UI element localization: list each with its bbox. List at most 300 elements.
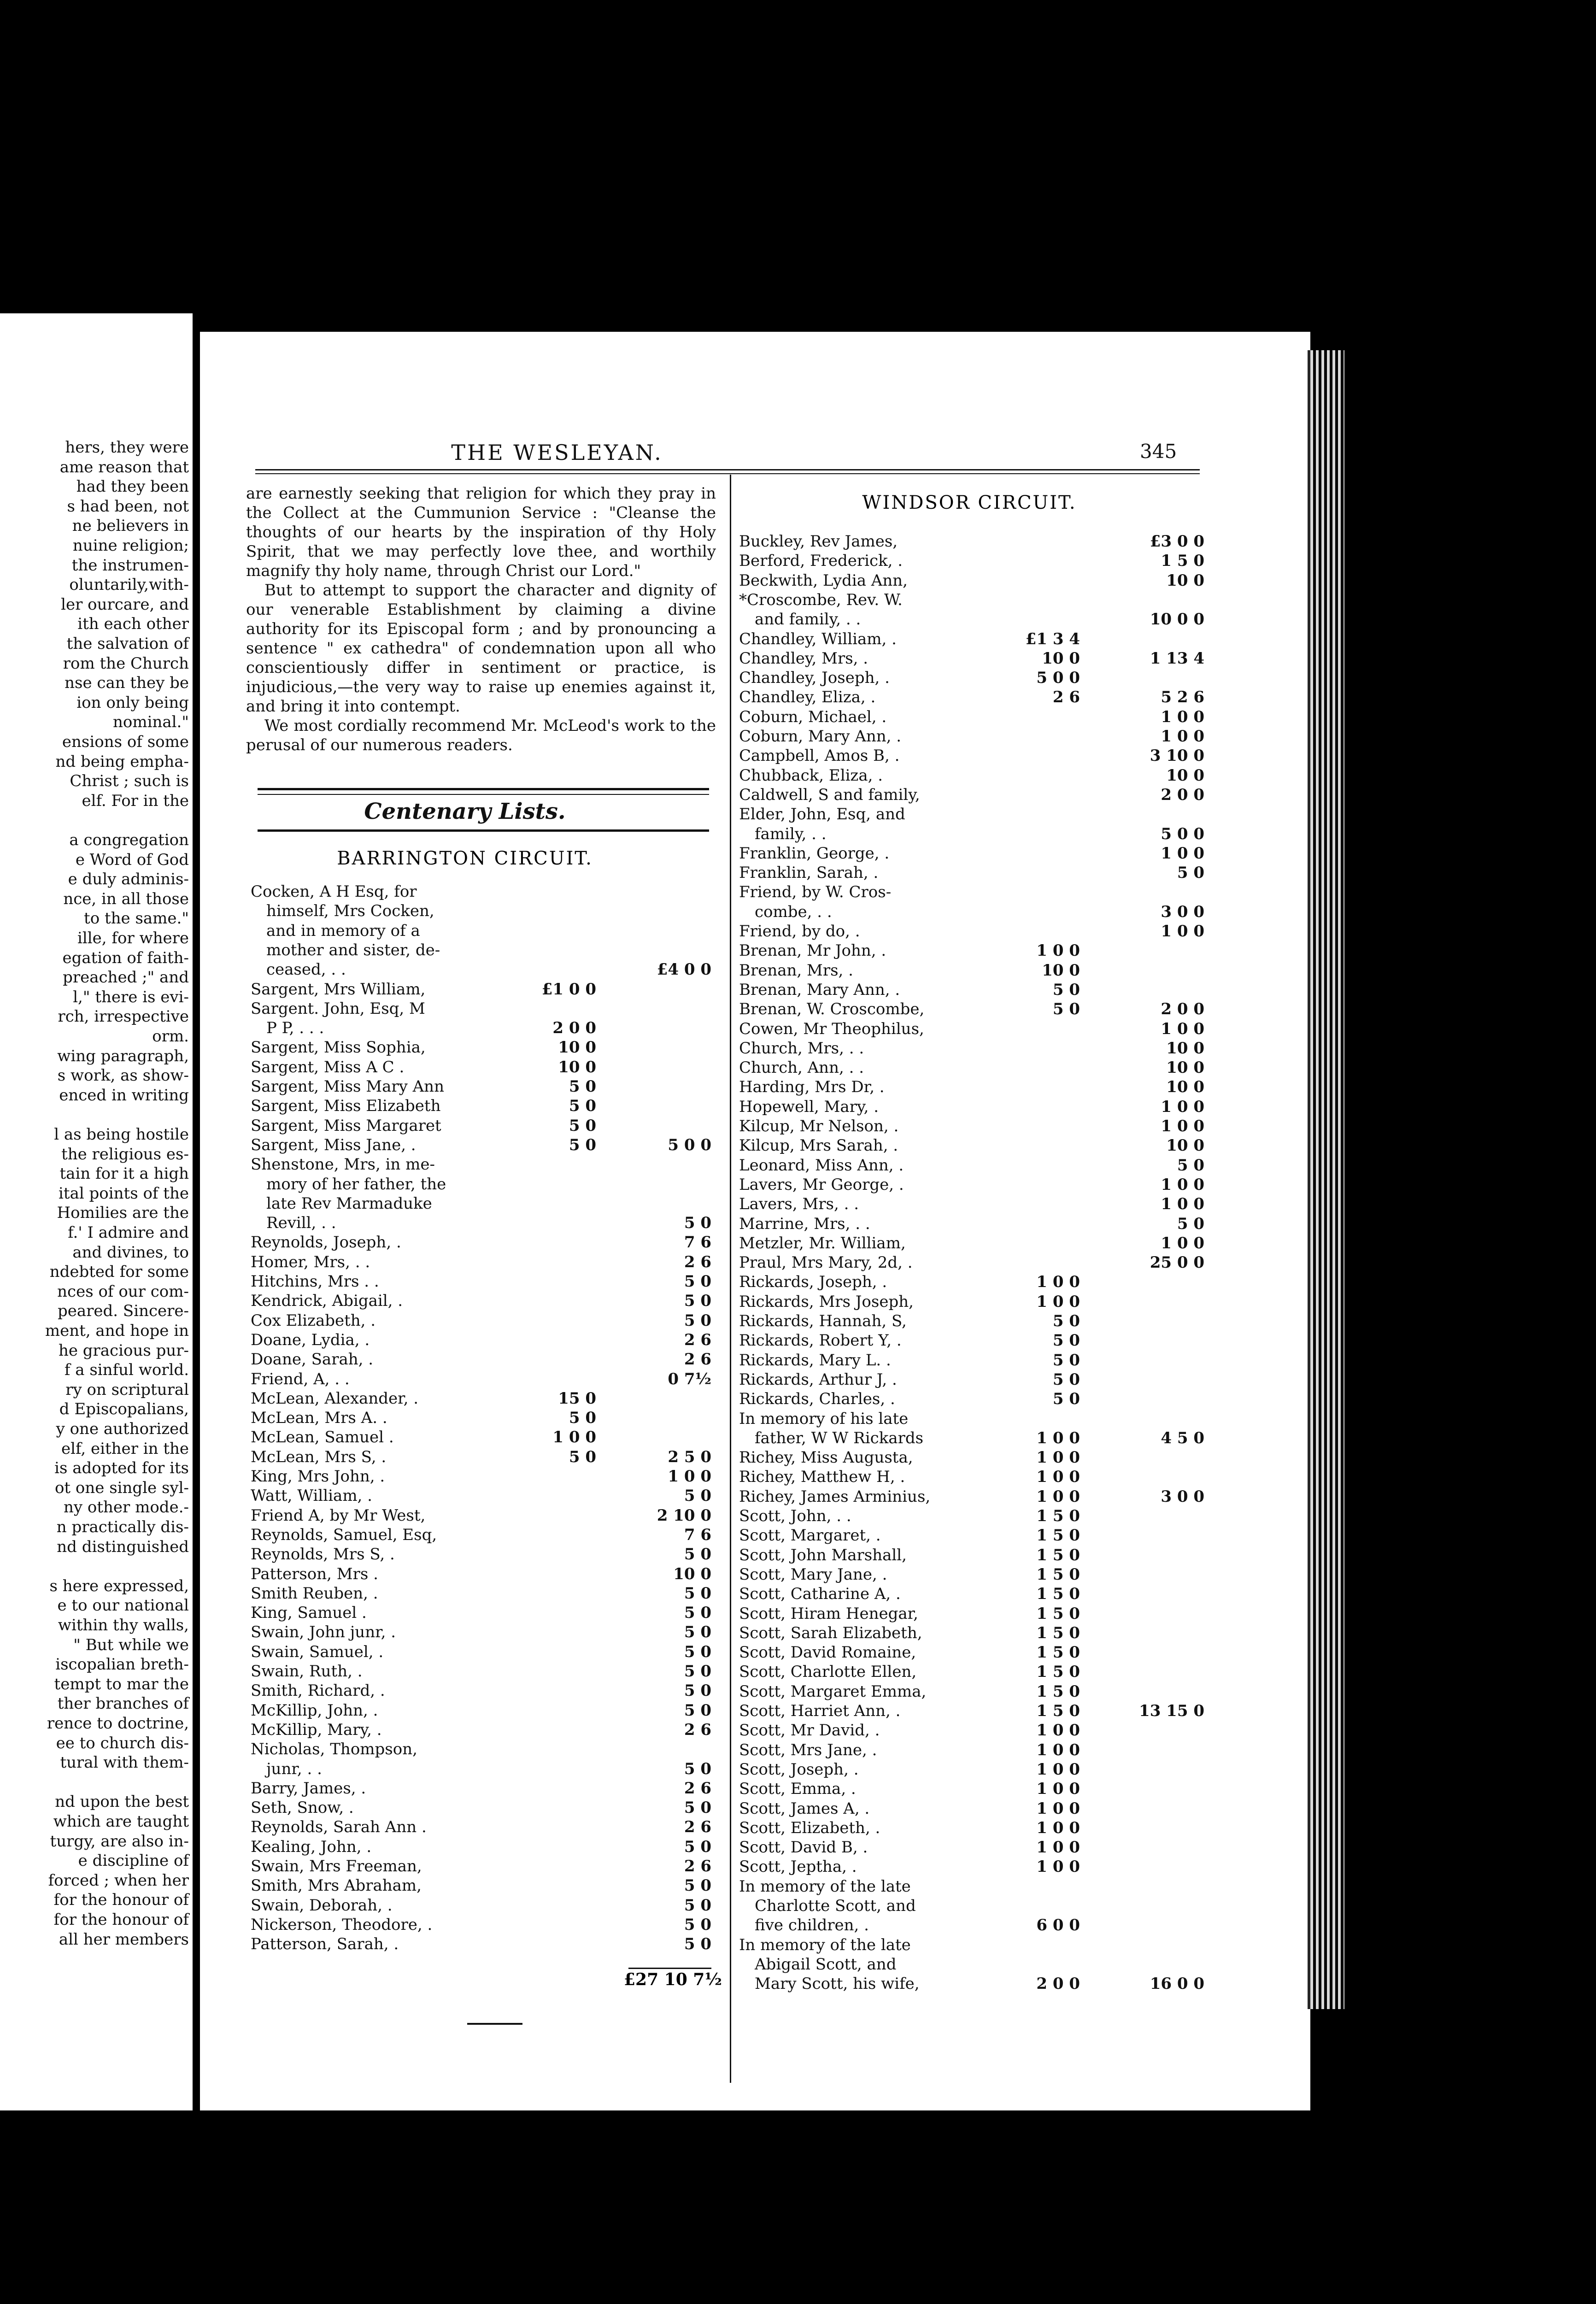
barrington-entry-name: Smith, Mrs Abraham,	[251, 1876, 422, 1895]
windsor-entry-amount: 2 6	[1052, 688, 1080, 707]
left-fragment-line: and divines, to	[72, 1243, 189, 1262]
windsor-heading: WINDSOR CIRCUIT.	[862, 492, 1077, 513]
left-fragment-line: which are taught	[53, 1812, 189, 1831]
windsor-entry-total: 25 0 0	[1150, 1253, 1204, 1272]
left-fragment-line: ith each other	[77, 615, 189, 634]
left-fragment-line: ot one single syl-	[54, 1478, 189, 1497]
windsor-entry-name: Scott, Joseph, .	[739, 1760, 859, 1779]
left-fragment-line: preached ;" and	[63, 968, 189, 987]
left-fragment-line: nce, in all those	[63, 889, 189, 908]
windsor-entry-name: Metzler, Mr. William,	[739, 1234, 906, 1252]
windsor-entry-name: Church, Ann, . .	[739, 1058, 864, 1077]
windsor-entry-amount: 1 0 0	[1036, 1292, 1080, 1311]
windsor-entry-amount: 1 0 0	[1036, 1273, 1080, 1292]
windsor-entry-name: Praul, Mrs Mary, 2d, .	[739, 1253, 913, 1272]
windsor-entry-name: father, W W Rickards	[739, 1428, 924, 1447]
barrington-entry-name: King, Samuel .	[251, 1604, 367, 1622]
left-fragment-line: ther branches of	[57, 1694, 189, 1713]
left-fragment-line: forced ; when her	[48, 1871, 189, 1890]
barrington-entry-total: 5 0	[684, 1896, 711, 1915]
windsor-entry-name: Brenan, W. Croscombe,	[739, 1000, 925, 1019]
windsor-entry-name: Scott, Mrs Jane, .	[739, 1740, 877, 1759]
windsor-entry-total: 1 0 0	[1161, 922, 1204, 940]
barrington-entry-name: mory of her father, the	[251, 1175, 446, 1193]
left-fragment-line: ame reason that	[59, 458, 189, 476]
left-fragment-line: the religious es-	[61, 1145, 189, 1164]
barrington-entry-total: 5 0	[684, 1272, 711, 1291]
left-fragment-line: nces of our com-	[57, 1282, 189, 1301]
barrington-entry-name: McLean, Samuel .	[251, 1428, 394, 1447]
barrington-entry-total: 2 6	[684, 1350, 711, 1369]
left-fragment-line: ndebted for some	[49, 1263, 189, 1281]
windsor-entry-total: 5 2 6	[1161, 688, 1204, 707]
barrington-total: £27 10 7½	[624, 1970, 722, 1989]
windsor-entry-total: 3 10 0	[1150, 746, 1204, 765]
windsor-entry-amount: 1 5 0	[1036, 1604, 1080, 1623]
windsor-entry-total: 10 0	[1166, 1039, 1204, 1058]
windsor-entry-name: Richey, Miss Augusta,	[739, 1448, 913, 1467]
windsor-entry-name: Scott, James A, .	[739, 1799, 870, 1818]
barrington-entry-amount: £1 0 0	[541, 980, 596, 999]
windsor-entry-name: Scott, Mr David, .	[739, 1721, 880, 1740]
barrington-entry-total: 0 7½	[668, 1369, 711, 1388]
left-fragment-line: n practically dis-	[56, 1518, 189, 1536]
windsor-entry-name: Scott, David Romaine,	[739, 1643, 916, 1662]
left-fragment-line: rom the Church	[63, 654, 189, 673]
barrington-entry-total: 5 0	[684, 1681, 711, 1700]
windsor-entry-total: 1 0 0	[1161, 727, 1204, 746]
windsor-entry-name: Lavers, Mrs, . .	[739, 1195, 859, 1214]
barrington-entry-total: 5 0	[684, 1701, 711, 1720]
barrington-entry-name: P P, . . .	[251, 1019, 324, 1038]
windsor-entry-name: Scott, John, . .	[739, 1507, 851, 1525]
windsor-entry-amount: 1 0 0	[1036, 1428, 1080, 1447]
windsor-entry-amount: 1 0 0	[1036, 1468, 1080, 1487]
windsor-entry-total: 10 0 0	[1150, 610, 1204, 629]
windsor-entry-amount: 10 0	[1042, 961, 1080, 980]
left-fragment-line: f.' I admire and	[68, 1223, 189, 1242]
barrington-entry-amount: 5 0	[569, 1116, 596, 1135]
windsor-entry-name: Coburn, Mary Ann, .	[739, 727, 902, 746]
barrington-entry-name: Swain, Mrs Freeman,	[251, 1857, 422, 1875]
barrington-entry-name: Patterson, Mrs .	[251, 1564, 378, 1583]
windsor-entry-total: 1 5 0	[1161, 552, 1204, 570]
barrington-entry-amount: 5 0	[569, 1447, 596, 1466]
windsor-entry-name: Rickards, Arthur J, .	[739, 1370, 897, 1389]
article-paragraph: We most cordially recommend Mr. McLeod's work to the perusal of our numerous readers.	[246, 717, 716, 754]
page-edge	[1308, 350, 1344, 2009]
barrington-entry-total: 5 0	[684, 1545, 711, 1564]
barrington-entry-name: ceased, . .	[251, 960, 346, 979]
left-fragment-line: is adopted for its	[54, 1459, 189, 1478]
left-fragment-line: ny other mode.-	[63, 1498, 189, 1517]
barrington-entry-total: 10 0	[673, 1564, 711, 1583]
barrington-entry-name: himself, Mrs Cocken,	[251, 902, 434, 921]
header-rule	[255, 469, 1200, 474]
left-fragment-line: hers, they were	[65, 438, 189, 457]
barrington-entry-amount: 5 0	[569, 1409, 596, 1428]
barrington-entry-name: Swain, Deborah, .	[251, 1896, 393, 1915]
barrington-entry-name: Sargent, Miss Elizabeth	[251, 1097, 441, 1116]
windsor-entry-name: Scott, Margaret, .	[739, 1526, 881, 1545]
windsor-entry-name: Hopewell, Mary, .	[739, 1097, 879, 1116]
left-fragment-line: l," there is evi-	[73, 987, 189, 1006]
windsor-entry-name: Scott, Hiram Henegar,	[739, 1604, 918, 1623]
windsor-entry-amount: 5 0	[1052, 1312, 1080, 1330]
windsor-entry-amount: 1 0 0	[1036, 1818, 1080, 1837]
windsor-entry-name: Rickards, Joseph, .	[739, 1273, 887, 1292]
left-fragment-line: elf. For in the	[82, 791, 189, 810]
windsor-entry-total: 13 15 0	[1139, 1702, 1204, 1720]
left-fragment-line: s here expressed,	[49, 1576, 189, 1595]
left-fragment-line: f a sinful world.	[64, 1361, 189, 1380]
barrington-entry-amount: 2 0 0	[552, 1019, 596, 1038]
left-fragment-line: tempt to mar the	[54, 1675, 189, 1693]
windsor-entry-name: Beckwith, Lydia Ann,	[739, 571, 908, 590]
windsor-entry-total: 5 0 0	[1161, 824, 1204, 843]
windsor-entry-amount: 5 0	[1052, 1351, 1080, 1369]
left-fragment-line: wing paragraph,	[57, 1046, 189, 1065]
windsor-entry-amount: 1 0 0	[1036, 1799, 1080, 1818]
barrington-entry-total: 2 6	[684, 1720, 711, 1739]
windsor-entry-total: £3 0 0	[1150, 532, 1204, 551]
left-fragment-line: nuine religion;	[72, 536, 189, 555]
left-fragment-line: ry on scriptural	[65, 1380, 189, 1399]
windsor-entry-name: Rickards, Hannah, S,	[739, 1312, 907, 1330]
barrington-entry-amount: 10 0	[558, 1038, 596, 1057]
windsor-entry-name: Scott, Catharine A, .	[739, 1585, 901, 1604]
left-fragment-line: to the same."	[84, 909, 189, 928]
left-fragment-line: ion only being	[76, 693, 189, 712]
left-fragment-line: the salvation of	[66, 635, 189, 653]
left-fragment-line: orm.	[152, 1027, 189, 1046]
left-fragment-line: he gracious pur-	[58, 1341, 189, 1360]
windsor-entry-total: 1 0 0	[1161, 1097, 1204, 1116]
section-title: Centenary Lists.	[364, 799, 566, 824]
barrington-entry-name: Revill, . .	[251, 1214, 336, 1233]
left-fragment-line: tain for it a high	[59, 1164, 189, 1183]
barrington-entry-total: 5 0	[684, 1837, 711, 1856]
windsor-entry-name: Leonard, Miss Ann, .	[739, 1156, 904, 1175]
windsor-entry-amount: 1 0 0	[1036, 1760, 1080, 1779]
windsor-entry-total: 5 0	[1177, 1214, 1204, 1233]
article-paragraph: But to attempt to support the character and dignity of our venerable Establishment by claiming a divine authority for its Episcopal form ; and by pronouncing a sentence " ex cathedra" of condemnation upon all who conscientiously differ in sentiment or practice, is injudicious,—the very way to raise up enemies against it, and bring it into contempt.	[246, 581, 716, 716]
left-fragment-line: nd upon the best	[55, 1793, 189, 1811]
barrington-entry-total: 2 6	[684, 1857, 711, 1875]
windsor-entry-amount: 10 0	[1042, 649, 1080, 668]
windsor-entry-name: Kilcup, Mrs Sarah, .	[739, 1136, 898, 1155]
windsor-entry-name: Scott, Harriet Ann, .	[739, 1702, 901, 1720]
column-divider	[730, 475, 731, 2083]
left-fragment-line: d Episcopalians,	[59, 1400, 189, 1419]
article-text	[246, 484, 716, 755]
left-page-fragment	[0, 313, 193, 2110]
windsor-entry-total: 10 0	[1166, 1136, 1204, 1155]
left-fragment-line: s work, as show-	[57, 1066, 189, 1085]
running-head: THE WESLEYAN.	[451, 440, 663, 465]
windsor-entry-name: Scott, Margaret Emma,	[739, 1682, 927, 1701]
left-fragment-line: had they been	[76, 477, 189, 496]
barrington-entry-name: late Rev Marmaduke	[251, 1194, 432, 1213]
windsor-entry-name: Richey, Matthew H, .	[739, 1468, 905, 1487]
windsor-entry-name: Scott, Emma, .	[739, 1780, 856, 1799]
left-fragment-line: for the honour of	[53, 1910, 189, 1929]
barrington-entry-name: Cocken, A H Esq, for	[251, 882, 417, 901]
barrington-entry-name: Patterson, Sarah, .	[251, 1935, 399, 1954]
windsor-entry-name: Friend, by W. Cros-	[739, 883, 892, 902]
windsor-entry-amount: 1 5 0	[1036, 1702, 1080, 1720]
windsor-entry-total: 1 0 0	[1161, 1117, 1204, 1135]
barrington-entry-name: Sargent, Miss Margaret	[251, 1116, 441, 1135]
windsor-entry-total: 1 0 0	[1161, 1019, 1204, 1038]
windsor-entry-amount: 1 5 0	[1036, 1643, 1080, 1662]
barrington-entry-total: 5 0	[684, 1799, 711, 1817]
barrington-entry-amount: 5 0	[569, 1135, 596, 1154]
barrington-entry-name: Nickerson, Theodore, .	[251, 1915, 433, 1934]
windsor-entry-amount: 1 0 0	[1036, 1740, 1080, 1759]
barrington-entry-total: 5 0 0	[668, 1135, 711, 1154]
windsor-entry-name: Friend, by do, .	[739, 922, 860, 940]
barrington-entry-name: Reynolds, Samuel, Esq,	[251, 1525, 437, 1544]
barrington-entry-name: Doane, Sarah, .	[251, 1350, 374, 1369]
left-fragment-line: " But while we	[73, 1635, 189, 1654]
section-rule	[258, 788, 709, 795]
barrington-entry-name: and in memory of a	[251, 921, 420, 940]
left-fragment-line: nse can they be	[65, 674, 189, 693]
windsor-entry-name: *Croscombe, Rev. W.	[739, 590, 903, 609]
windsor-entry-amount: 1 5 0	[1036, 1565, 1080, 1584]
windsor-entry-name: Scott, Elizabeth, .	[739, 1818, 880, 1837]
barrington-entry-name: McLean, Alexander, .	[251, 1389, 419, 1408]
windsor-entry-amount: 1 5 0	[1036, 1682, 1080, 1701]
windsor-entry-name: Franklin, Sarah, .	[739, 864, 879, 882]
left-fragment-line: Homilies are the	[57, 1204, 189, 1223]
left-fragment-line: l as being hostile	[54, 1125, 189, 1144]
barrington-entry-name: McKillip, John, .	[251, 1701, 378, 1720]
left-fragment-line: turgy, are also in-	[50, 1832, 189, 1851]
barrington-entry-name: Swain, John junr, .	[251, 1623, 396, 1642]
barrington-entry-name: Smith Reuben, .	[251, 1584, 378, 1603]
windsor-entry-name: Abigail Scott, and	[739, 1955, 897, 1974]
windsor-entry-amount: 1 5 0	[1036, 1585, 1080, 1604]
windsor-entry-name: Brenan, Mr John, .	[739, 941, 886, 960]
barrington-entry-name: Sargent, Mrs William,	[251, 980, 426, 999]
barrington-entry-name: Kendrick, Abigail, .	[251, 1292, 403, 1311]
windsor-entry-total: 5 0	[1177, 1156, 1204, 1175]
windsor-entry-amount: 1 5 0	[1036, 1663, 1080, 1681]
windsor-entry-name: Rickards, Mary L. .	[739, 1351, 891, 1369]
windsor-entry-amount: 1 5 0	[1036, 1526, 1080, 1545]
windsor-entry-name: Charlotte Scott, and	[739, 1897, 916, 1915]
barrington-entry-name: Smith, Richard, .	[251, 1681, 385, 1700]
windsor-entry-total: 1 0 0	[1161, 844, 1204, 863]
left-fragment-line: e to our national	[57, 1596, 189, 1615]
barrington-entry-name: Friend A, by Mr West,	[251, 1506, 426, 1525]
windsor-entry-name: Elder, John, Esq, and	[739, 805, 905, 824]
windsor-entry-name: Caldwell, S and family,	[739, 785, 920, 804]
windsor-entry-amount: 5 0	[1052, 980, 1080, 999]
windsor-entry-total: 2 0 0	[1161, 785, 1204, 804]
windsor-entry-total: 5 0	[1177, 864, 1204, 882]
left-fragment-line: Christ ; such is	[70, 772, 189, 791]
barrington-entry-total: 2 6	[684, 1818, 711, 1837]
windsor-entry-name: Scott, David B, .	[739, 1838, 868, 1857]
windsor-entry-name: Chandley, Eliza, .	[739, 688, 876, 707]
windsor-entry-amount: 1 5 0	[1036, 1507, 1080, 1525]
windsor-entry-amount: £1 3 4	[1025, 629, 1080, 648]
barrington-entry-amount: 5 0	[569, 1097, 596, 1116]
barrington-entry-name: Reynolds, Mrs S, .	[251, 1545, 395, 1564]
barrington-entry-total: 5 0	[684, 1292, 711, 1311]
left-fragment-line: peared. Sincere-	[58, 1302, 189, 1321]
windsor-entry-name: Chandley, Joseph, .	[739, 669, 890, 688]
windsor-entry-total: 3 0 0	[1161, 1487, 1204, 1506]
page	[200, 332, 1310, 2110]
barrington-entry-total: 2 5 0	[668, 1447, 711, 1466]
windsor-entry-name: Scott, Sarah Elizabeth,	[739, 1623, 922, 1642]
windsor-entry-name: five children, .	[739, 1916, 869, 1935]
left-fragment-line: all her members	[59, 1930, 189, 1949]
left-fragment-line: y one authorized	[56, 1420, 189, 1438]
windsor-entry-total: 10 0	[1166, 766, 1204, 785]
barrington-entry-name: Swain, Ruth, .	[251, 1662, 363, 1681]
left-fragment-line: for the honour of	[53, 1891, 189, 1910]
windsor-entry-name: Buckley, Rev James,	[739, 532, 898, 551]
barrington-entry-name: McLean, Mrs S, .	[251, 1447, 387, 1466]
windsor-entry-name: Chandley, William, .	[739, 629, 897, 648]
windsor-entry-name: family, . .	[739, 824, 827, 843]
windsor-entry-name: Lavers, Mr George, .	[739, 1175, 904, 1194]
barrington-entry-name: Seth, Snow, .	[251, 1799, 354, 1817]
windsor-entry-name: Church, Mrs, . .	[739, 1039, 864, 1058]
windsor-entry-name: Scott, Mary Jane, .	[739, 1565, 887, 1584]
windsor-entry-name: Franklin, George, .	[739, 844, 890, 863]
left-fragment-line: ille, for where	[77, 929, 189, 947]
barrington-entry-total: 5 0	[684, 1214, 711, 1233]
windsor-entry-amount: 5 0	[1052, 1331, 1080, 1350]
left-fragment-line: ee to church dis-	[56, 1734, 189, 1752]
windsor-entry-name: In memory of the late	[739, 1935, 911, 1954]
windsor-entry-amount: 5 0 0	[1036, 669, 1080, 688]
windsor-entry-amount: 1 0 0	[1036, 1448, 1080, 1467]
barrington-entry-name: Swain, Samuel, .	[251, 1642, 384, 1661]
barrington-entry-name: Reynolds, Sarah Ann .	[251, 1818, 427, 1837]
left-fragment-line: ne believers in	[72, 517, 189, 535]
windsor-entry-name: Rickards, Robert Y, .	[739, 1331, 902, 1350]
left-fragment-line: a congregation	[69, 831, 189, 849]
barrington-entry-name: Shenstone, Mrs, in me-	[251, 1155, 435, 1174]
barrington-entry-total: 7 6	[684, 1233, 711, 1252]
barrington-entry-name: Kealing, John, .	[251, 1837, 372, 1856]
windsor-entry-total: 1 13 4	[1150, 649, 1204, 668]
windsor-entry-name: combe, . .	[739, 902, 832, 921]
left-fragment-line: e discipline of	[78, 1851, 189, 1870]
left-fragment-line: rch, irrespective	[58, 1007, 189, 1026]
barrington-heading: BARRINGTON CIRCUIT.	[337, 848, 593, 869]
barrington-entry-name: Friend, A, . .	[251, 1369, 350, 1388]
windsor-entry-name: Rickards, Charles, .	[739, 1390, 895, 1409]
left-fragment-line: nd distinguished	[57, 1537, 189, 1556]
barrington-entry-total: 5 0	[684, 1487, 711, 1505]
barrington-entry-total: 5 0	[684, 1876, 711, 1895]
barrington-entry-name: Barry, James, .	[251, 1779, 366, 1798]
windsor-entry-amount: 1 5 0	[1036, 1623, 1080, 1642]
windsor-entry-name: Rickards, Mrs Joseph,	[739, 1292, 914, 1311]
left-fragment-line: ment, and hope in	[45, 1322, 189, 1340]
left-fragment-line: the instrumen-	[71, 556, 189, 575]
windsor-entry-name: and family, . .	[739, 610, 861, 629]
left-fragment-line: ensions of some	[62, 733, 189, 751]
windsor-entry-total: 1 0 0	[1161, 1234, 1204, 1252]
left-fragment-line: enced in writing	[59, 1086, 189, 1105]
windsor-entry-name: Marrine, Mrs, . .	[739, 1214, 870, 1233]
barrington-entry-total: 5 0	[684, 1642, 711, 1661]
barrington-entry-name: Watt, William, .	[251, 1487, 372, 1505]
barrington-entry-name: Nicholas, Thompson,	[251, 1740, 417, 1759]
section-rule	[258, 829, 709, 833]
windsor-entry-name: Richey, James Arminius,	[739, 1487, 931, 1506]
barrington-entry-name: mother and sister, de-	[251, 940, 440, 959]
windsor-entry-name: Chandley, Mrs, .	[739, 649, 868, 668]
left-fragment-line: nd being empha-	[55, 752, 189, 771]
windsor-entry-total: 10 0	[1166, 1078, 1204, 1097]
left-fragment-line: egation of faith-	[62, 948, 189, 967]
barrington-entry-total: 2 6	[684, 1779, 711, 1798]
article-paragraph: are earnestly seeking that religion for which they pray in the Collect at the Cummunion Service : "Cleanse the thoughts of our hearts by the inspiration of thy Holy Spirit, that we may perfectly love thee, and worthily magnify thy holy name, through Christ our Lord."	[246, 484, 716, 580]
barrington-entry-name: Sargent. John, Esq, M	[251, 999, 425, 1018]
windsor-entry-name: Scott, John Marshall,	[739, 1546, 907, 1564]
barrington-entry-total: £4 0 0	[657, 960, 711, 979]
windsor-entry-total: 10 0	[1166, 1058, 1204, 1077]
windsor-entry-total: 16 0 0	[1150, 1975, 1204, 1993]
barrington-entry-total: 5 0	[684, 1915, 711, 1934]
barrington-entry-name: junr, . .	[251, 1759, 322, 1778]
barrington-entry-amount: 1 0 0	[552, 1428, 596, 1447]
barrington-entry-name: King, Mrs John, .	[251, 1467, 385, 1486]
windsor-entry-name: Berford, Frederick, .	[739, 552, 903, 570]
left-fragment-line: tural with them-	[60, 1753, 189, 1772]
windsor-entry-name: Mary Scott, his wife,	[739, 1975, 920, 1993]
windsor-entry-name: Cowen, Mr Theophilus,	[739, 1019, 924, 1038]
windsor-entry-amount: 5 0	[1052, 1390, 1080, 1409]
barrington-entry-amount: 10 0	[558, 1058, 596, 1076]
left-fragment-line: elf, either in the	[61, 1439, 189, 1458]
left-fragment-line: ital points of the	[59, 1184, 189, 1203]
barrington-entry-total: 5 0	[684, 1604, 711, 1622]
windsor-entry-name: Brenan, Mary Ann, .	[739, 980, 900, 999]
barrington-entry-name: McLean, Mrs A. .	[251, 1409, 387, 1428]
windsor-entry-amount: 1 0 0	[1036, 1857, 1080, 1876]
windsor-entry-total: 3 0 0	[1161, 902, 1204, 921]
left-fragment-line: oluntarily,with-	[69, 576, 189, 594]
barrington-entry-total: 5 0	[684, 1311, 711, 1330]
windsor-entry-name: In memory of the late	[739, 1877, 911, 1896]
windsor-entry-amount: 1 0 0	[1036, 1487, 1080, 1506]
end-rule	[467, 2023, 522, 2025]
windsor-entry-amount: 1 5 0	[1036, 1546, 1080, 1564]
windsor-entry-name: Kilcup, Mr Nelson, .	[739, 1117, 899, 1135]
windsor-entry-total: 1 0 0	[1161, 707, 1204, 726]
barrington-entry-total: 5 0	[684, 1759, 711, 1778]
barrington-entry-name: Doane, Lydia, .	[251, 1330, 370, 1349]
windsor-entry-name: Brenan, Mrs, .	[739, 961, 853, 980]
windsor-entry-name: Chubback, Eliza, .	[739, 766, 883, 785]
windsor-entry-name: Harding, Mrs Dr, .	[739, 1078, 885, 1097]
barrington-entry-name: McKillip, Mary, .	[251, 1720, 382, 1739]
barrington-entry-name: Sargent, Miss Mary Ann	[251, 1077, 444, 1096]
barrington-entry-name: Sargent, Miss A C .	[251, 1058, 405, 1076]
windsor-entry-amount: 1 0 0	[1036, 1721, 1080, 1740]
